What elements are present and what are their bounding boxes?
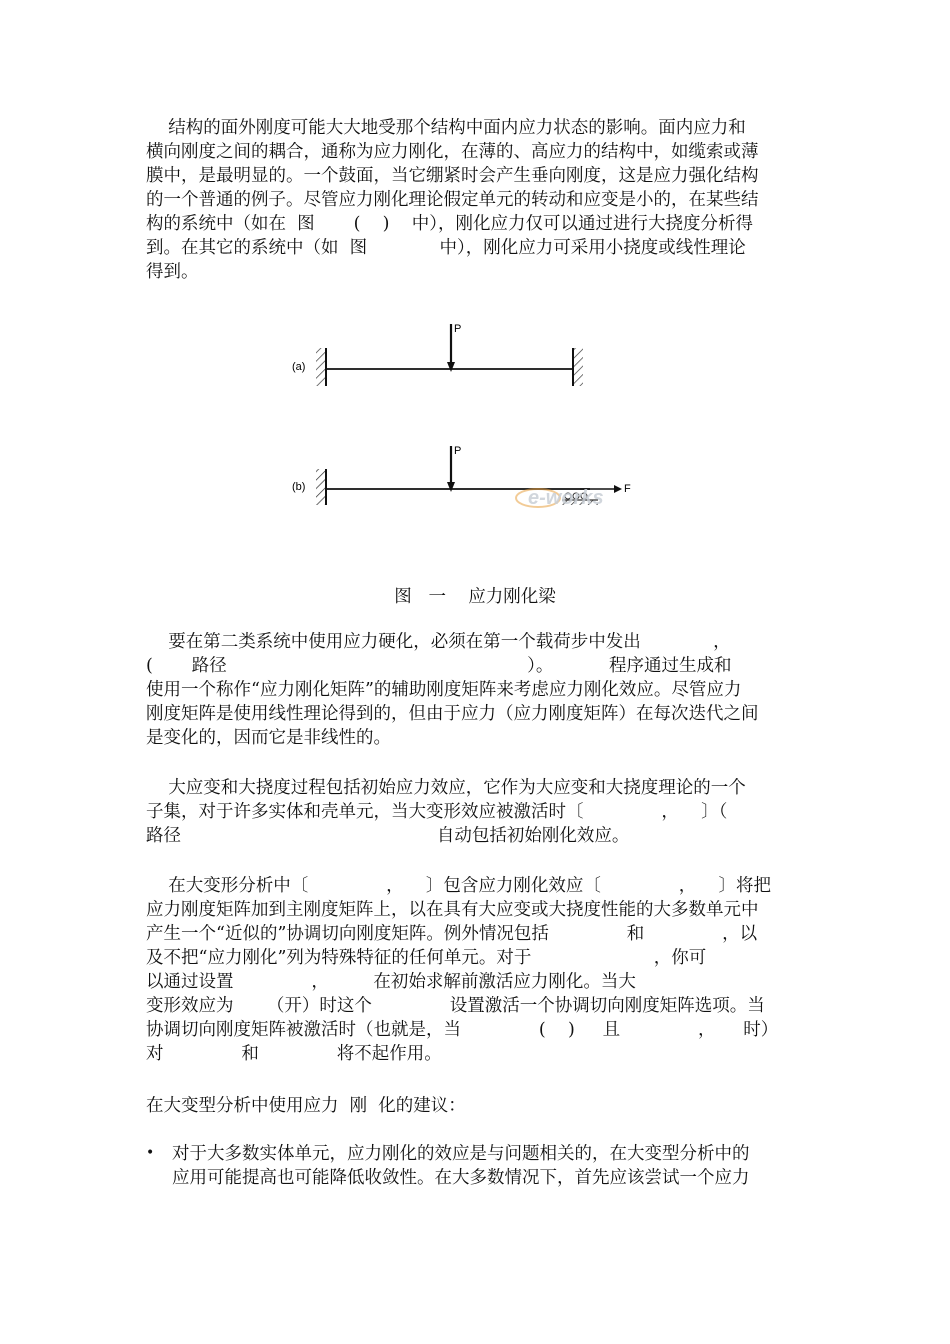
text-line: 产生一个“近似的”协调切向刚度矩阵。例外情况包括 和 ，以 [146,924,758,944]
label-a: (a) [292,361,306,373]
label-b: (b) [292,481,306,493]
text-line: 在大变形分析中〔 ， 〕包含应力刚化效应〔 ， 〕将把 [146,876,772,896]
text-line: 变形效应为 （开）时这个 设置激活一个协调切向刚度矩阵选项。当 [146,996,765,1016]
load-label-b: P [454,445,462,457]
watermark-text: e-works [528,487,604,509]
text-line: 应力刚度矩阵加到主刚度矩阵上，以在具有大应变或大挠度性能的大多数单元中 [146,900,759,920]
fixed-support-left-b [316,469,326,505]
text-line: 结构的面外刚度可能大大地受那个结构中面内应力状态的影响。面内应力和 [146,118,746,138]
text-line: 横向刚度之间的耦合，通称为应力刚化，在薄的、高应力的结构中，如缆索或薄 [146,142,759,162]
text-line: 路径 自动包括初始刚化效应。 [146,826,630,846]
text-line: 刚度矩阵是使用线性理论得到的，但由于应力（应力刚度矩阵）在每次迭代之间 [146,704,759,724]
text-line: 以通过设置 ， 在初始求解前激活应力刚化。当大 [146,972,636,992]
text-line: 大应变和大挠度过程包括初始应力效应，它作为大应变和大挠度理论的一个 [146,778,746,798]
text-line: 膜中，是最明显的。一个鼓面，当它绷紧时会产生垂向刚度，这是应力强化结构 [146,166,759,186]
text-line: 使用一个称作“应力刚化矩阵”的辅助刚度矩阵来考虑应力刚化效应。尽管应力 [146,680,742,700]
axial-force-label: F [624,483,631,495]
fixed-support-right-a [573,348,583,386]
fixed-support-left-a [316,348,326,386]
text-line: 子集，对于许多实体和壳单元，当大变形效应被激活时〔 ， 〕（ [146,802,728,822]
figure-caption: 图 一 应力刚化梁 [394,587,556,607]
text-line: ( 路径 ）。 程序通过生成和 [146,656,732,676]
text-line: 是变化的，因而它是非线性的。 [146,728,391,748]
bullet-line: 对于大多数实体单元，应力刚化的效应是与问题相关的，在大变型分析中的 [172,1144,750,1164]
load-label-a: P [454,323,462,335]
section-heading: 在大变型分析中使用应力 刚 化的建议： [146,1096,466,1116]
bullet-line: 应用可能提高也可能降低收敛性。在大多数情况下，首先应该尝试一个应力 [172,1168,750,1188]
text-line: 要在第二类系统中使用应力硬化，必须在第一个载荷步中发出 ， [146,632,731,652]
text-line: 对 和 将不起作用。 [146,1044,442,1064]
text-line: 构的系统中（如在 图 ( ) 中），刚化应力仅可以通过进行大挠度分析得 [146,214,753,234]
beam-figure [280,312,680,552]
text-line: 及不把“应力刚化”列为特殊特征的任何单元。对于 ，你可 [146,948,707,968]
text-line: 到。在其它的系统中（如 图 中），刚化应力可采用小挠度或线性理论 [146,238,746,258]
bullet-marker: • [146,1145,155,1161]
text-line: 得到。 [146,262,199,282]
text-line: 协调切向刚度矩阵被激活时（也就是，当 ( ) 且 ， 时） [146,1020,779,1040]
text-line: 的一个普通的例子。尽管应力刚化理论假定单元的转动和应变是小的，在某些结 [146,190,759,210]
